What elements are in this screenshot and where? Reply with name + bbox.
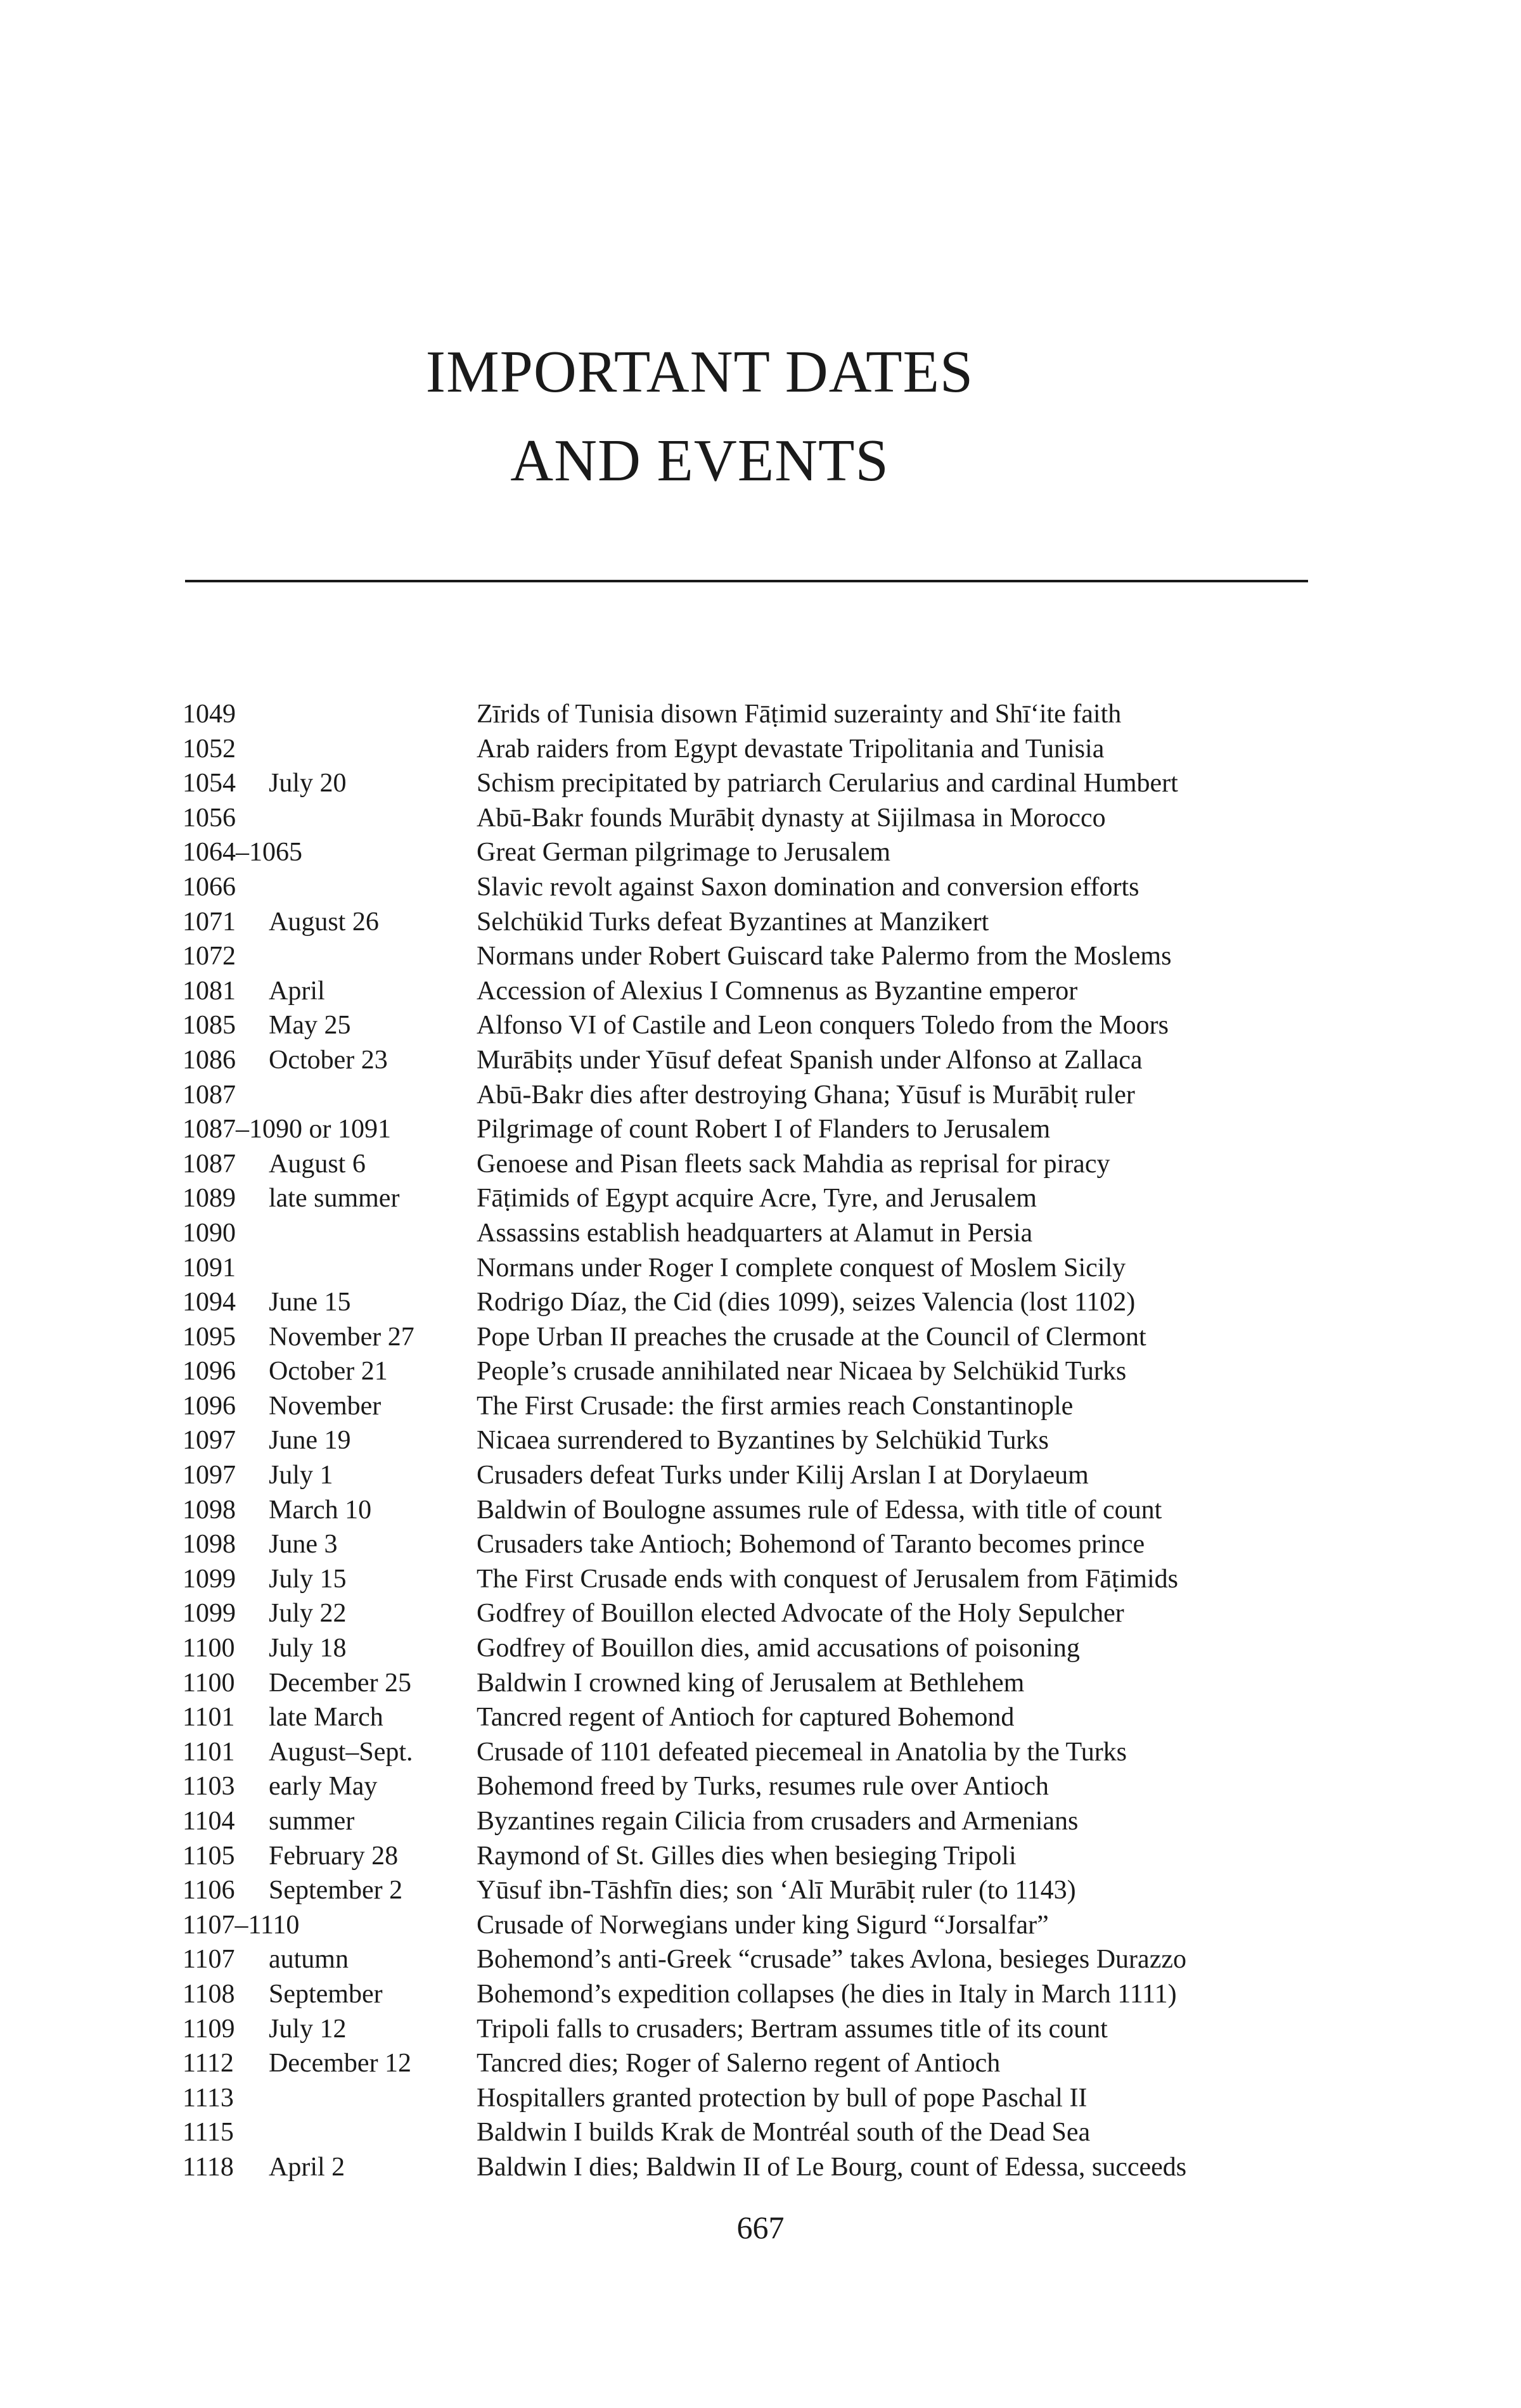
- event-year: 1101: [183, 1737, 235, 1767]
- event-row: [0, 1320, 1521, 1355]
- event-description: Tancred dies; Roger of Salerno regent of Antioch: [477, 2049, 1001, 2078]
- event-row: [0, 974, 1521, 1009]
- event-row: [0, 1527, 1521, 1562]
- event-description: Nicaea surrendered to Byzantines by Selchükid Turks: [477, 1426, 1049, 1456]
- event-description: Alfonso VI of Castile and Leon conquers Toledo from the Moors: [477, 1011, 1169, 1041]
- event-row: [0, 1562, 1521, 1597]
- event-year: 1101: [183, 1703, 235, 1732]
- event-row: [0, 1423, 1521, 1458]
- event-description: Genoese and Pisan fleets sack Mahdia as reprisal for piracy: [477, 1149, 1110, 1179]
- event-year: 1118: [183, 2152, 234, 2182]
- event-year: 1087: [183, 1149, 236, 1179]
- event-description: Pilgrimage of count Robert I of Flanders to Jerusalem: [477, 1115, 1051, 1144]
- event-row: [0, 2115, 1521, 2150]
- event-date: December 25: [269, 1668, 412, 1698]
- event-year: 1085: [183, 1011, 236, 1041]
- event-year: 1099: [183, 1599, 236, 1629]
- event-description: People’s crusade annihilated near Nicaea by Selchükid Turks: [477, 1357, 1127, 1387]
- title-divider: [185, 580, 1308, 582]
- event-year: 1112: [183, 2049, 234, 2078]
- event-description: Zīrids of Tunisia disown Fāṭimid suzerainty and Shī‘ite faith: [477, 700, 1122, 729]
- event-description: Godfrey of Bouillon dies, amid accusations of poisoning: [477, 1634, 1080, 1663]
- event-description: Byzantines regain Cilicia from crusaders and Armenians: [477, 1807, 1079, 1836]
- event-year: 1056: [183, 803, 236, 833]
- event-date: November 27: [269, 1322, 414, 1352]
- event-year: 1097: [183, 1461, 236, 1490]
- event-year: 1106: [183, 1876, 235, 1905]
- page-number: 667: [736, 2210, 785, 2245]
- event-row: [0, 1078, 1521, 1113]
- event-year: 1081: [183, 976, 236, 1006]
- event-row: [0, 732, 1521, 767]
- event-date: June 15: [269, 1288, 351, 1317]
- event-description: Assassins establish headquarters at Alamut in Persia: [477, 1218, 1033, 1248]
- event-row: [0, 1112, 1521, 1147]
- event-description: Crusade of 1101 defeated piecemeal in Anatolia by the Turks: [477, 1737, 1127, 1767]
- event-row: [0, 1147, 1521, 1182]
- event-description: Bohemond’s anti-Greek “crusade” takes Avlona, besieges Durazzo: [477, 1945, 1186, 1975]
- event-row: [0, 2046, 1521, 2081]
- event-description: Abū-Bakr dies after destroying Ghana; Yūsuf is Murābiṭ ruler: [477, 1080, 1135, 1110]
- event-year: 1108: [183, 1979, 235, 2009]
- event-date: August 6: [269, 1149, 366, 1179]
- event-row: [0, 1043, 1521, 1078]
- event-row: [0, 1458, 1521, 1493]
- event-date: June 3: [269, 1530, 338, 1559]
- event-date: August–Sept.: [269, 1737, 413, 1767]
- event-row: [0, 1008, 1521, 1043]
- event-row: [0, 939, 1521, 974]
- event-row: [0, 2150, 1521, 2185]
- event-row: [0, 1493, 1521, 1528]
- event-date: early May: [269, 1772, 378, 1802]
- event-row: [0, 1942, 1521, 1977]
- event-description: Abū-Bakr founds Murābiṭ dynasty at Sijilmasa in Morocco: [477, 803, 1106, 833]
- event-description: Slavic revolt against Saxon domination and conversion efforts: [477, 872, 1139, 902]
- event-description: Crusaders take Antioch; Bohemond of Taranto becomes prince: [477, 1530, 1145, 1559]
- event-row: [0, 1666, 1521, 1701]
- event-date: July 1: [269, 1461, 333, 1490]
- event-year: 1100: [183, 1634, 235, 1663]
- event-row: [0, 1596, 1521, 1631]
- event-year: 1090: [183, 1218, 236, 1248]
- event-description: Selchükid Turks defeat Byzantines at Manzikert: [477, 907, 989, 937]
- event-row: [0, 1769, 1521, 1804]
- event-row: [0, 1181, 1521, 1216]
- event-description: Accession of Alexius I Comnenus as Byzantine emperor: [477, 976, 1078, 1006]
- event-year: 1103: [183, 1772, 235, 1802]
- event-date: September: [269, 1979, 383, 2009]
- event-year: 1098: [183, 1495, 236, 1525]
- event-description: Yūsuf ibn-Tāshfīn dies; son ‘Alī Murābiṭ ruler (to 1143): [477, 1876, 1076, 1905]
- event-description: Baldwin of Boulogne assumes rule of Edessa, with title of count: [477, 1495, 1162, 1525]
- event-year: 1099: [183, 1564, 236, 1594]
- event-description: Murābiṭs under Yūsuf defeat Spanish under Alfonso at Zallaca: [477, 1045, 1143, 1075]
- event-date: February 28: [269, 1841, 399, 1871]
- event-year: 1071: [183, 907, 236, 937]
- event-year: 1097: [183, 1426, 236, 1456]
- event-row: [0, 2081, 1521, 2116]
- event-row: [0, 1977, 1521, 2012]
- event-row: [0, 2012, 1521, 2047]
- event-date: July 22: [269, 1599, 347, 1629]
- event-year: 1095: [183, 1322, 236, 1352]
- event-description: Arab raiders from Egypt devastate Tripolitania and Tunisia: [477, 734, 1105, 764]
- event-description: Baldwin I dies; Baldwin II of Le Bourg, count of Edessa, succeeds: [477, 2152, 1187, 2182]
- event-row: [0, 1251, 1521, 1286]
- event-year: 1096: [183, 1357, 236, 1387]
- event-description: Baldwin I builds Krak de Montréal south of the Dead Sea: [477, 2118, 1091, 2148]
- event-date: summer: [269, 1807, 355, 1836]
- event-description: Normans under Roger I complete conquest of Moslem Sicily: [477, 1253, 1126, 1283]
- event-year: 1066: [183, 872, 236, 902]
- event-row: [0, 1285, 1521, 1320]
- event-row: [0, 1700, 1521, 1735]
- event-date: July 15: [269, 1564, 347, 1594]
- event-row: [0, 1631, 1521, 1666]
- event-description: Raymond of St. Gilles dies when besieging Tripoli: [477, 1841, 1017, 1871]
- event-year: 1104: [183, 1807, 235, 1836]
- event-description: Tripoli falls to crusaders; Bertram assumes title of its count: [477, 2014, 1108, 2044]
- event-description: Bohemond freed by Turks, resumes rule over Antioch: [477, 1772, 1049, 1802]
- event-description: Baldwin I crowned king of Jerusalem at Bethlehem: [477, 1668, 1025, 1698]
- event-description: Tancred regent of Antioch for captured Bohemond: [477, 1703, 1015, 1732]
- event-date: November: [269, 1391, 382, 1421]
- event-row: [0, 1839, 1521, 1874]
- event-year: 1087–1090 or 1091: [183, 1115, 391, 1144]
- event-date: August 26: [269, 907, 379, 937]
- event-row: [0, 1908, 1521, 1943]
- event-date: late summer: [269, 1184, 400, 1214]
- event-description: Rodrigo Díaz, the Cid (dies 1099), seizes Valencia (lost 1102): [477, 1288, 1136, 1317]
- event-row: [0, 766, 1521, 801]
- event-year: 1052: [183, 734, 236, 764]
- event-row: [0, 1354, 1521, 1389]
- event-date: July 20: [269, 769, 347, 798]
- event-year: 1072: [183, 942, 236, 971]
- page-title-line-1: IMPORTANT DATES: [425, 339, 974, 405]
- event-date: July 18: [269, 1634, 347, 1663]
- event-date: April: [269, 976, 325, 1006]
- event-year: 1115: [183, 2118, 234, 2148]
- event-row: [0, 1735, 1521, 1770]
- event-year: 1054: [183, 769, 236, 798]
- event-date: June 19: [269, 1426, 351, 1456]
- event-row: [0, 801, 1521, 836]
- event-year: 1049: [183, 700, 236, 729]
- event-row: [0, 697, 1521, 732]
- event-year: 1107–1110: [183, 1910, 300, 1940]
- event-row: [0, 905, 1521, 940]
- event-date: autumn: [269, 1945, 349, 1975]
- event-description: Crusaders defeat Turks under Kilij Arslan I at Dorylaeum: [477, 1461, 1089, 1490]
- event-description: Pope Urban II preaches the crusade at the Council of Clermont: [477, 1322, 1146, 1352]
- event-date: May 25: [269, 1011, 351, 1041]
- event-date: April 2: [269, 2152, 345, 2182]
- event-description: Hospitallers granted protection by bull of pope Paschal II: [477, 2083, 1088, 2113]
- event-date: September 2: [269, 1876, 403, 1905]
- event-date: December 12: [269, 2049, 412, 2078]
- event-year: 1087: [183, 1080, 236, 1110]
- event-date: late March: [269, 1703, 383, 1732]
- event-description: The First Crusade: the first armies reach Constantinople: [477, 1391, 1074, 1421]
- event-date: October 21: [269, 1357, 388, 1387]
- event-date: July 12: [269, 2014, 347, 2044]
- event-row: [0, 835, 1521, 870]
- event-year: 1113: [183, 2083, 234, 2113]
- event-year: 1089: [183, 1184, 236, 1214]
- page-title-line-2: AND EVENTS: [510, 428, 889, 494]
- event-year: 1109: [183, 2014, 235, 2044]
- event-year: 1105: [183, 1841, 235, 1871]
- event-year: 1096: [183, 1391, 236, 1421]
- event-date: October 23: [269, 1045, 388, 1075]
- event-year: 1094: [183, 1288, 236, 1317]
- event-description: The First Crusade ends with conquest of Jerusalem from Fāṭimids: [477, 1564, 1178, 1594]
- event-year: 1064–1065: [183, 838, 302, 868]
- event-description: Crusade of Norwegians under king Sigurd “Jorsalfar”: [477, 1910, 1049, 1940]
- event-row: [0, 1216, 1521, 1251]
- event-row: [0, 1389, 1521, 1424]
- event-description: Schism precipitated by patriarch Cerularius and cardinal Humbert: [477, 769, 1178, 798]
- event-description: Normans under Robert Guiscard take Palermo from the Moslems: [477, 942, 1172, 971]
- event-description: Great German pilgrimage to Jerusalem: [477, 838, 891, 868]
- event-description: Fāṭimids of Egypt acquire Acre, Tyre, and Jerusalem: [477, 1184, 1037, 1214]
- events-list: [0, 697, 1521, 2185]
- event-year: 1107: [183, 1945, 235, 1975]
- event-row: [0, 1873, 1521, 1908]
- event-year: 1098: [183, 1530, 236, 1559]
- event-description: Godfrey of Bouillon elected Advocate of the Holy Sepulcher: [477, 1599, 1124, 1629]
- event-description: Bohemond’s expedition collapses (he dies in Italy in March 1111): [477, 1979, 1177, 2009]
- event-year: 1100: [183, 1668, 235, 1698]
- event-row: [0, 1804, 1521, 1839]
- event-year: 1086: [183, 1045, 236, 1075]
- event-date: March 10: [269, 1495, 372, 1525]
- event-year: 1091: [183, 1253, 236, 1283]
- event-row: [0, 870, 1521, 905]
